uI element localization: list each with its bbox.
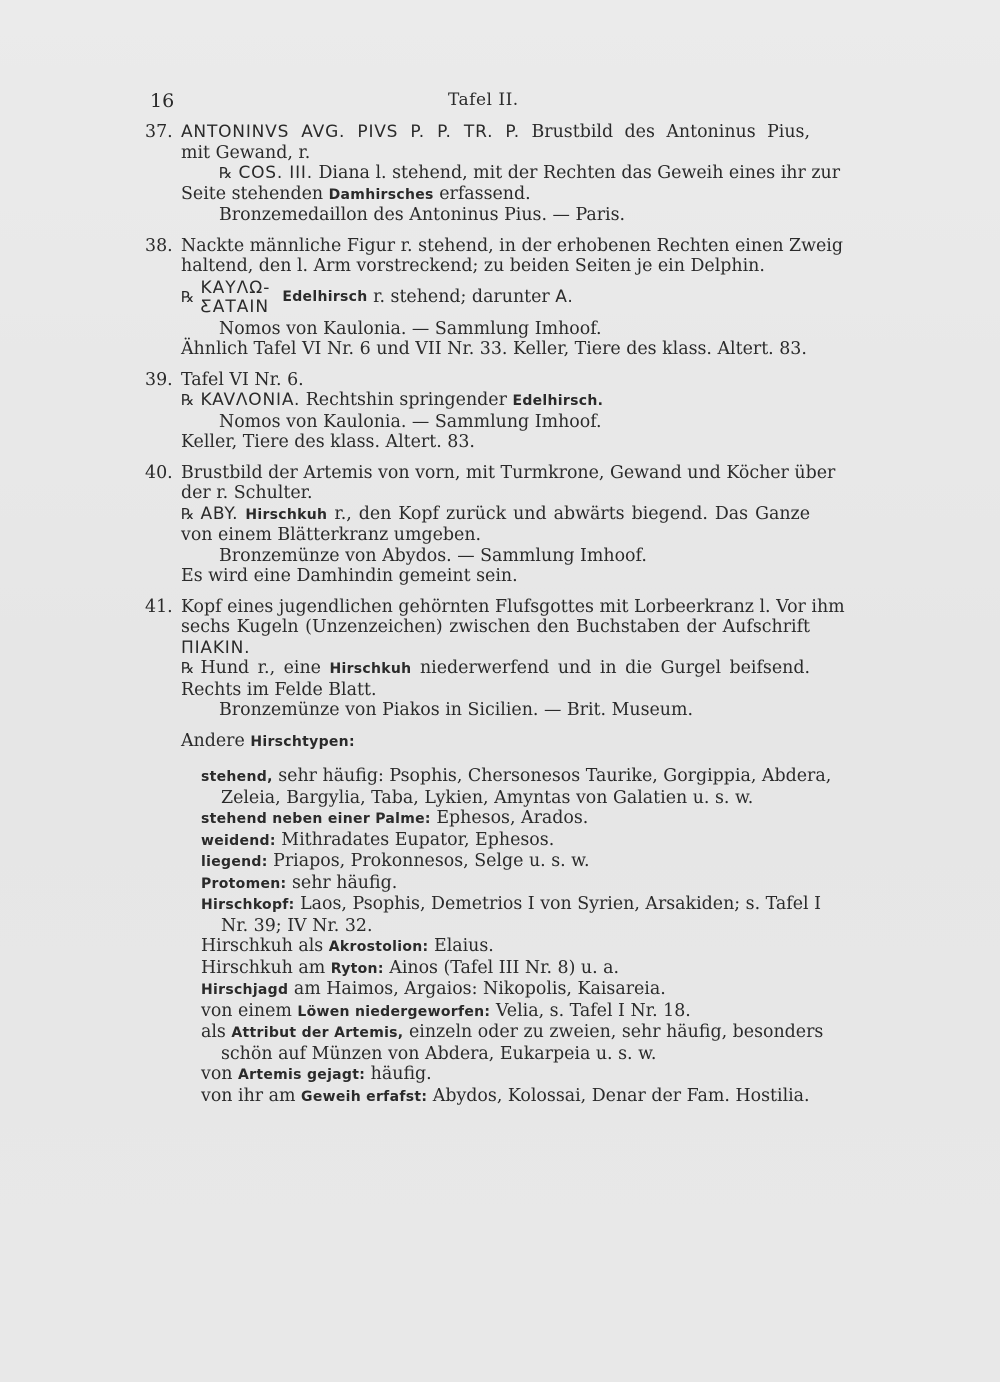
entry-line: Kopf eines jugendlichen gehörnten Flufsgottes mit Lorbeerkranz l. Vor ihm xyxy=(181,596,845,617)
entry-41 xyxy=(145,596,845,721)
entry-line: Rechts im Felde Blatt. xyxy=(181,679,377,700)
type-text: Ephesos, Arados. xyxy=(436,808,589,828)
catalog-content xyxy=(145,122,845,1107)
entry-text: Seite stehenden xyxy=(181,183,324,204)
list-item xyxy=(201,766,832,788)
list-item xyxy=(201,1001,810,1023)
plate-title: Tafel II. xyxy=(448,90,519,110)
reverse-symbol: ℞ xyxy=(181,659,195,677)
coin-legend: ΠΙΑΚΙΝ. xyxy=(181,637,251,658)
type-label: Akrostolion: xyxy=(328,939,429,955)
type-label: Geweih erfafst: xyxy=(301,1088,428,1105)
entry-40 xyxy=(145,462,836,587)
coin-legend: ABY. xyxy=(200,503,239,524)
list-item xyxy=(201,808,810,830)
coin-legend: A. xyxy=(555,287,574,308)
type-label: Attribut der Artemis, xyxy=(231,1025,404,1041)
type-text: Elaius. xyxy=(434,936,494,956)
type-prefix: von ihr am xyxy=(201,1085,296,1106)
type-text: Velia, s. Tafel I Nr. 18. xyxy=(495,1000,691,1021)
heading-emphasis: Hirschtypen: xyxy=(250,733,355,750)
list-item-continuation: Zeleia, Bargylia, Taba, Lykien, Amyntas von Galatien u. s. w. xyxy=(221,787,754,808)
entry-39 xyxy=(145,370,810,453)
reverse-line xyxy=(181,390,810,412)
entry-number: 38. xyxy=(145,235,173,256)
entry-text: r. stehend; darunter xyxy=(373,287,550,308)
list-item xyxy=(201,1064,810,1086)
entry-line xyxy=(181,638,810,659)
type-text: häufig. xyxy=(370,1064,432,1084)
reverse-line xyxy=(181,163,841,184)
other-types-list xyxy=(145,766,832,1107)
list-item-continuation: Nr. 39; IV Nr. 32. xyxy=(221,915,373,936)
type-prefix: als xyxy=(201,1022,226,1042)
type-label: Hirschjagd xyxy=(201,982,289,998)
entry-text: Diana l. stehend, mit der Rechten das Geweih eines ihr zur xyxy=(318,163,841,183)
type-prefix: von einem xyxy=(201,1000,292,1021)
type-label: weidend: xyxy=(201,832,276,849)
entry-text: niederwerfend und in die Gurgel beifsend. xyxy=(419,658,811,678)
entry-text: Rechtshin springender xyxy=(305,390,507,410)
type-label: Ryton: xyxy=(330,960,384,977)
emphasis-term: Hirschkuh xyxy=(329,661,412,677)
reference-line: Ähnlich Tafel VI Nr. 6 und VII Nr. 33. Keller, Tiere des klass. Altert. 83. xyxy=(181,339,807,359)
list-item-continuation: schön auf Münzen von Abdera, Eukarpeia u. s. w. xyxy=(221,1043,657,1064)
type-text: Laos, Psophis, Demetrios I von Syrien, Arsakiden; s. Tafel I xyxy=(300,894,821,914)
emphasis-term: Edelhirsch. xyxy=(512,393,604,409)
entry-line: der r. Schulter. xyxy=(181,483,313,503)
other-types-heading xyxy=(145,731,810,753)
entry-line: mit Gewand, r. xyxy=(181,142,311,163)
entry-line xyxy=(181,122,810,143)
reverse-line xyxy=(181,658,810,680)
entry-number: 41. xyxy=(145,596,173,617)
emphasis-term: Hirschkuh xyxy=(245,506,328,523)
coin-legend: COS. III. xyxy=(238,163,313,183)
type-prefix: Hirschkuh am xyxy=(201,957,326,978)
provenance-line: Bronzemünze von Piakos in Sicilien. — Brit. Museum. xyxy=(219,700,694,720)
heading-text: Andere xyxy=(181,730,245,751)
entry-38 xyxy=(145,235,843,360)
type-label: liegend: xyxy=(201,854,268,870)
provenance-line: Nomos von Kaulonia. — Sammlung Imhoof. xyxy=(219,318,602,339)
emphasis-term: Edelhirsch xyxy=(282,289,368,306)
entry-line: Tafel VI Nr. 6. xyxy=(181,369,304,390)
list-item xyxy=(201,1022,824,1044)
entry-text: erfassend. xyxy=(439,183,531,204)
reference-line: Keller, Tiere des klass. Altert. 83. xyxy=(181,432,475,452)
type-prefix: Hirschkuh als xyxy=(201,936,324,956)
entry-number: 37. xyxy=(145,122,173,142)
entry-text: Hund r., eine xyxy=(200,658,321,678)
reverse-line xyxy=(181,279,810,317)
coin-legend: ANTONINVS AVG. PIVS P. P. TR. P. xyxy=(181,122,521,142)
greek-legend-line-1: ΚΑΥΛΩ- xyxy=(200,277,271,298)
provenance-line: Nomos von Kaulonia. — Sammlung Imhoof. xyxy=(219,411,602,432)
entry-line xyxy=(181,184,810,206)
entry-text: r., den Kopf zurück und abwärts biegend. Das Ganze xyxy=(334,503,810,524)
entry-line: sechs Kugeln (Unzenzeichen) zwischen den Buchstaben der Aufschrift xyxy=(181,617,810,637)
type-text: einzeln oder zu zweien, sehr häufig, besonders xyxy=(408,1022,824,1042)
provenance-line: Bronzemedaillon des Antoninus Pius. — Paris. xyxy=(219,205,626,225)
type-text: Ainos (Tafel III Nr. 8) u. a. xyxy=(389,957,620,978)
page-number: 16 xyxy=(150,90,175,112)
entry-line: Nackte männliche Figur r. stehend, in der erhobenen Rechten einen Zweig xyxy=(181,235,843,256)
list-item xyxy=(201,830,810,852)
reverse-symbol: ℞ xyxy=(181,504,195,523)
list-item xyxy=(201,936,810,958)
greek-legend xyxy=(200,279,270,317)
note-line: Es wird eine Damhindin gemeint sein. xyxy=(181,566,518,586)
reverse-line xyxy=(181,504,810,526)
reverse-symbol: ℞ xyxy=(219,164,233,182)
reverse-symbol: ℞ xyxy=(181,391,195,409)
type-label: stehend, xyxy=(201,769,273,785)
type-label: Protomen: xyxy=(201,875,287,892)
type-text: Mithradates Eupator, Ephesos. xyxy=(281,829,555,850)
entry-line: Brustbild der Artemis von vorn, mit Turmkrone, Gewand und Köcher über xyxy=(181,462,836,483)
entry-number: 39. xyxy=(145,369,173,390)
entry-37 xyxy=(145,122,841,226)
greek-legend-line-2: ƸΑΤΑΙΝ xyxy=(200,296,270,317)
type-text: sehr häufig. xyxy=(291,872,398,893)
type-text: sehr häufig: Psophis, Chersonesos Taurike, Gorgippia, Abdera, xyxy=(278,766,832,786)
entry-text: Brustbild des Antoninus Pius, xyxy=(531,122,811,142)
entry-number: 40. xyxy=(145,462,173,483)
type-text: am Haimos, Argaios: Nikopolis, Kaisareia. xyxy=(293,979,666,999)
type-label: Artemis gejagt: xyxy=(238,1067,366,1083)
list-item xyxy=(201,979,810,1001)
provenance-line: Bronzemünze von Abydos. — Sammlung Imhoof. xyxy=(219,545,647,566)
coin-legend: KAVΛONIA. xyxy=(200,390,301,410)
list-item xyxy=(201,894,821,916)
list-item xyxy=(201,873,810,895)
list-item xyxy=(201,958,810,980)
type-text: Priapos, Prokonnesos, Selge u. s. w. xyxy=(273,851,590,871)
type-label: Hirschkopf: xyxy=(201,897,295,913)
type-text: Abydos, Kolossai, Denar der Fam. Hostilia. xyxy=(432,1085,810,1106)
reverse-symbol: ℞ xyxy=(181,288,195,307)
type-label: stehend neben einer Palme: xyxy=(201,811,431,827)
type-label: Löwen niedergeworfen: xyxy=(297,1003,491,1020)
type-prefix: von xyxy=(201,1064,233,1084)
list-item xyxy=(201,851,810,873)
entry-line: von einem Blätterkranz umgeben. xyxy=(181,525,482,545)
entry-line: haltend, den l. Arm vorstreckend; zu beiden Seiten je ein Delphin. xyxy=(181,256,765,276)
emphasis-term: Damhirsches xyxy=(328,186,434,203)
list-item xyxy=(201,1086,810,1108)
